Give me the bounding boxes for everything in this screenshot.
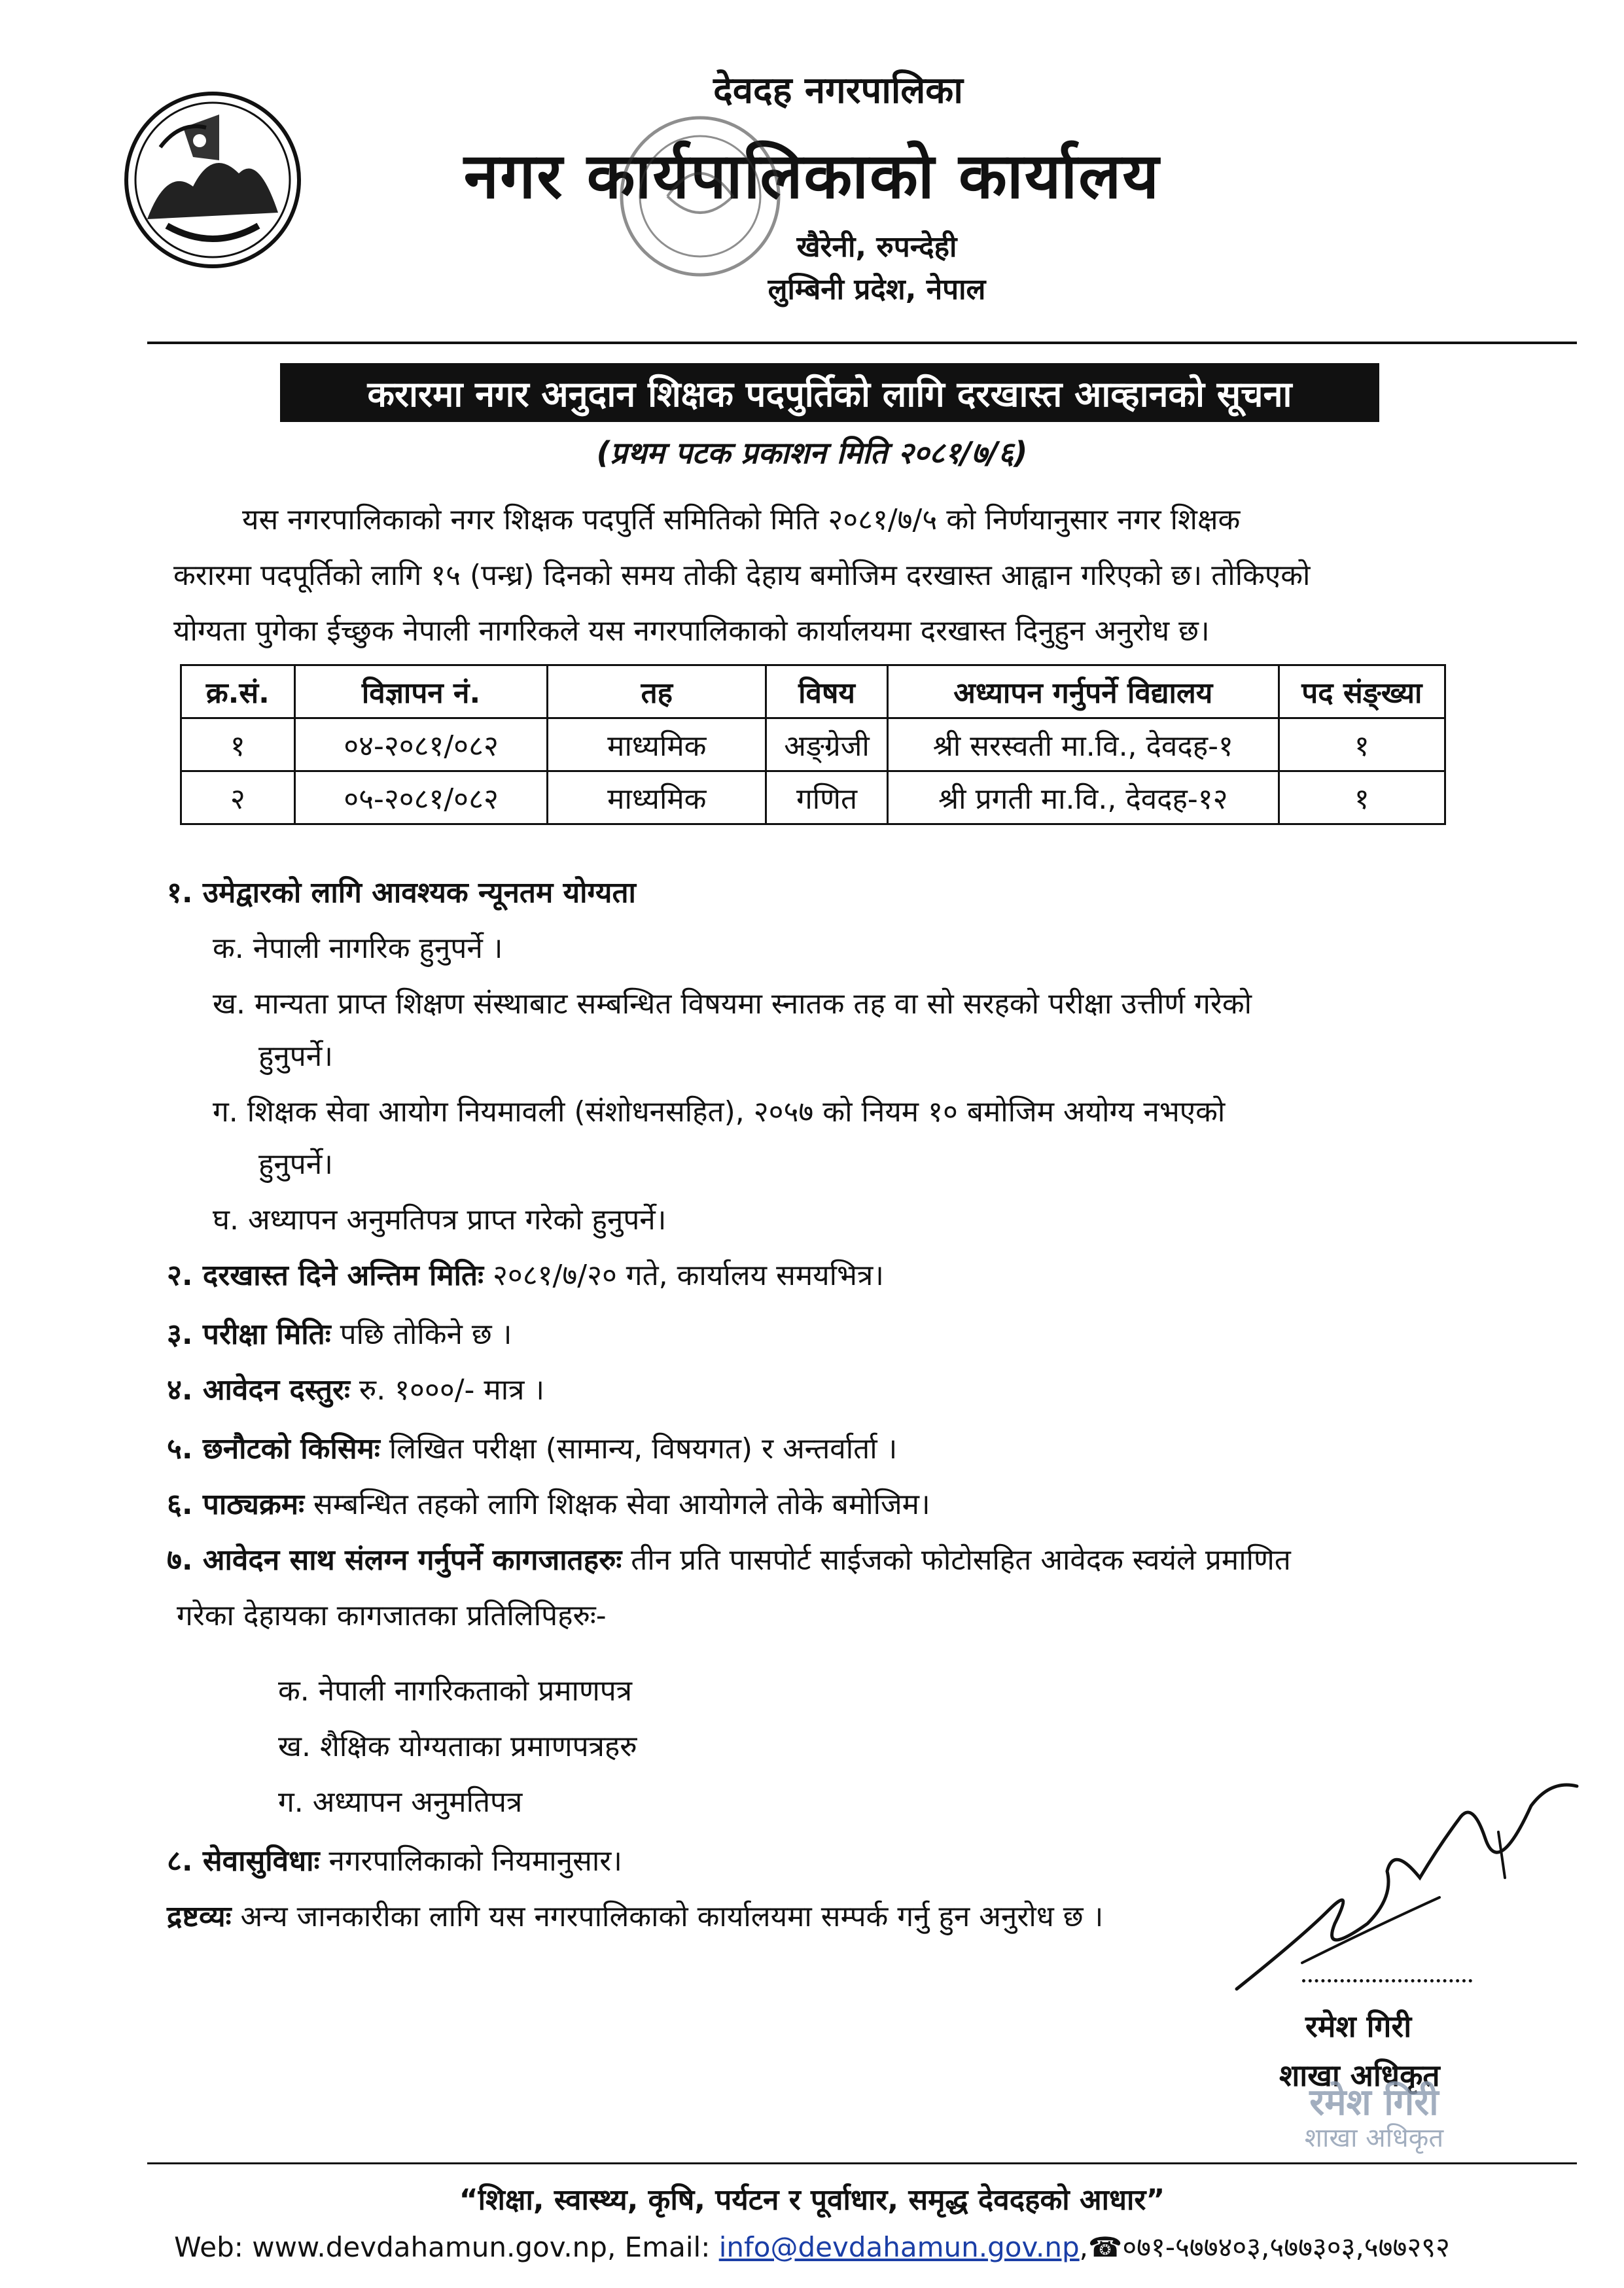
section-4-value: रु. १०००/- मात्र । xyxy=(349,1373,545,1407)
table-cell: माध्यमिक xyxy=(548,718,766,771)
section-5-label: ५. छनौटको किसिमः xyxy=(167,1432,380,1466)
table-cell: अङ्ग्रेजी xyxy=(766,718,888,771)
section-1-item-d: घ. अध्यापन अनुमतिपत्र प्राप्त गरेको हुनुपर्ने। xyxy=(213,1203,667,1237)
email-link[interactable]: info@devdahamun.gov.np xyxy=(718,2231,1080,2263)
section-1-item-c-cont: हुनुपर्ने। xyxy=(258,1148,333,1181)
footer-phone: ,☎०७१-५७७४०३,५७७३०३,५७७२९२ xyxy=(1079,2231,1450,2263)
notice-title: करारमा नगर अनुदान शिक्षक पदपुर्तिको लागि दरखास्त आव्हानको सूचना xyxy=(280,363,1379,422)
stamp-name: रमेश गिरी xyxy=(1309,2081,1439,2124)
section-7-item-c: ग. अध्यापन अनुमतिपत्र xyxy=(278,1786,523,1819)
section-5 xyxy=(167,1433,897,1466)
intro-line-1: यस नगरपालिकाको नगर शिक्षक पदपुर्ति समितिको मिति २०८१/७/५ को निर्णयानुसार नगर शिक्षक xyxy=(242,503,1241,537)
header-divider xyxy=(147,342,1577,344)
section-7-item-b: ख. शैक्षिक योग्यताका प्रमाणपत्रहरु xyxy=(278,1730,637,1763)
section-2 xyxy=(167,1259,884,1292)
section-4-label: ४. आवेदन दस्तुरः xyxy=(167,1373,350,1407)
column-header: विज्ञापन नं. xyxy=(294,665,548,718)
intro-line-3: योग्यता पुगेका ईच्छुक नेपाली नागरिकले यस नगरपालिकाको कार्यालयमा दरखास्त दिनुहुन अनुरोध छ। xyxy=(173,614,1210,648)
table-header-row xyxy=(181,665,1445,718)
intro-line-2: करारमा पदपूर्तिको लागि १५ (पन्ध्र) दिनको समय तोकी देहाय बमोजिम दरखास्त आह्वान गरिएको छ। तोकिएको xyxy=(173,559,1311,592)
table-cell: ०५-२०८१/०८२ xyxy=(294,771,548,824)
table-cell: १ xyxy=(1279,771,1445,824)
section-6-value: सम्बन्धित तहको लागि शिक्षक सेवा आयोगले तोके बमोजिम। xyxy=(304,1488,930,1521)
table-cell: गणित xyxy=(766,771,888,824)
section-6 xyxy=(167,1488,930,1521)
office-province: लुम्बिनी प्रदेश, नेपाल xyxy=(768,273,986,306)
municipality-name: देवदह नगरपालिका xyxy=(713,69,963,112)
column-header: तह xyxy=(548,665,766,718)
column-header: अध्यापन गर्नुपर्ने विद्यालय xyxy=(887,665,1279,718)
vacancy-table xyxy=(180,664,1446,825)
table-row xyxy=(181,771,1445,824)
section-1-item-b-cont: हुनुपर्ने। xyxy=(258,1040,333,1073)
footer-divider xyxy=(147,2162,1577,2164)
section-2-label: २. दरखास्त दिने अन्तिम मितिः xyxy=(167,1259,484,1292)
table-row xyxy=(181,718,1445,771)
stamp-title: शाखा अधिकृत xyxy=(1304,2123,1444,2153)
section-1-item-a: क. नेपाली नागरिक हुनुपर्ने । xyxy=(213,932,503,965)
section-6-label: ६. पाठ्यक्रमः xyxy=(167,1488,304,1521)
published-date: (प्रथम पटक प्रकाशन मिति २०८१/७/६) xyxy=(596,435,1028,470)
signatory-name: रमेश गिरी xyxy=(1305,2009,1412,2044)
column-header: विषय xyxy=(766,665,888,718)
office-seal-icon xyxy=(589,98,811,294)
section-7 xyxy=(167,1544,1291,1577)
footer-motto: “शिक्षा, स्वास्थ्य, कृषि, पर्यटन र पूर्वाधार, समृद्ध देवदहको आधार” xyxy=(459,2183,1165,2217)
office-name: नगर कार्यपालिकाको कार्यालय xyxy=(463,139,1161,213)
section-8-value: नगरपालिकाको नियमानुसार। xyxy=(319,1844,622,1878)
section-3 xyxy=(167,1318,512,1351)
section-2-value: २०८१/७/२० गते, कार्यालय समयभित्र। xyxy=(484,1259,884,1292)
office-location: खैरेनी, रुपन्देही xyxy=(796,230,957,264)
footer-web: Web: www.devdahamun.gov.np, Email: xyxy=(174,2231,719,2263)
table-cell: ०४-२०८१/०८२ xyxy=(294,718,548,771)
table-cell: २ xyxy=(181,771,295,824)
section-1-heading: १. उमेद्वारको लागि आवश्यक न्यूनतम योग्यता xyxy=(167,876,636,909)
section-3-label: ३. परीक्षा मितिः xyxy=(167,1318,331,1351)
table-cell: १ xyxy=(181,718,295,771)
section-4 xyxy=(167,1374,544,1407)
column-header: पद संङ्ख्या xyxy=(1279,665,1445,718)
footer-contact xyxy=(0,2228,1624,2265)
note-value: अन्य जानकारीका लागि यस नगरपालिकाको कार्यालयमा सम्पर्क गर्नु हुन अनुरोध छ । xyxy=(231,1900,1104,1933)
name-stamp xyxy=(1282,2081,1466,2159)
note-label: द्रष्टव्यः xyxy=(167,1900,232,1933)
table-cell: १ xyxy=(1279,718,1445,771)
signature-line xyxy=(1302,1979,1472,1982)
table-cell: श्री सरस्वती मा.वि., देवदह-१ xyxy=(887,718,1279,771)
section-1-item-b: ख. मान्यता प्राप्त शिक्षण संस्थाबाट सम्बन्धित विषयमा स्नातक तह वा सो सरहको परीक्षा उत्तीर्ण गरेको xyxy=(213,987,1252,1021)
section-7-label: ७. आवेदन साथ संलग्न गर्नुपर्ने कागजातहरुः xyxy=(167,1543,622,1577)
table-cell: श्री प्रगती मा.वि., देवदह-१२ xyxy=(887,771,1279,824)
section-7-cont: गरेका देहायका कागजातका प्रतिलिपिहरुः- xyxy=(177,1599,607,1632)
section-3-value: पछि तोकिने छ । xyxy=(330,1318,512,1351)
section-5-value: लिखित परीक्षा (सामान्य, विषयगत) र अन्तर्वार्ता । xyxy=(380,1432,898,1466)
table-cell: माध्यमिक xyxy=(548,771,766,824)
signature-icon xyxy=(1224,1767,1590,2015)
section-7-item-a: क. नेपाली नागरिकताको प्रमाणपत्र xyxy=(278,1674,633,1708)
section-7-value: तीन प्रति पासपोर्ट साईजको फोटोसहित आवेदक स्वयंले प्रमाणित xyxy=(622,1543,1291,1577)
column-header: क्र.सं. xyxy=(181,665,295,718)
signatory-title: शाखा अधिकृत xyxy=(1279,2058,1440,2093)
section-8-label: ८. सेवासुविधाः xyxy=(167,1844,320,1878)
section-8 xyxy=(167,1845,622,1878)
section-1-item-c: ग. शिक्षक सेवा आयोग नियमावली (संशोधनसहित), २०५७ को नियम १० बमोजिम अयोग्य नभएको xyxy=(213,1095,1226,1129)
note xyxy=(167,1901,1103,1933)
